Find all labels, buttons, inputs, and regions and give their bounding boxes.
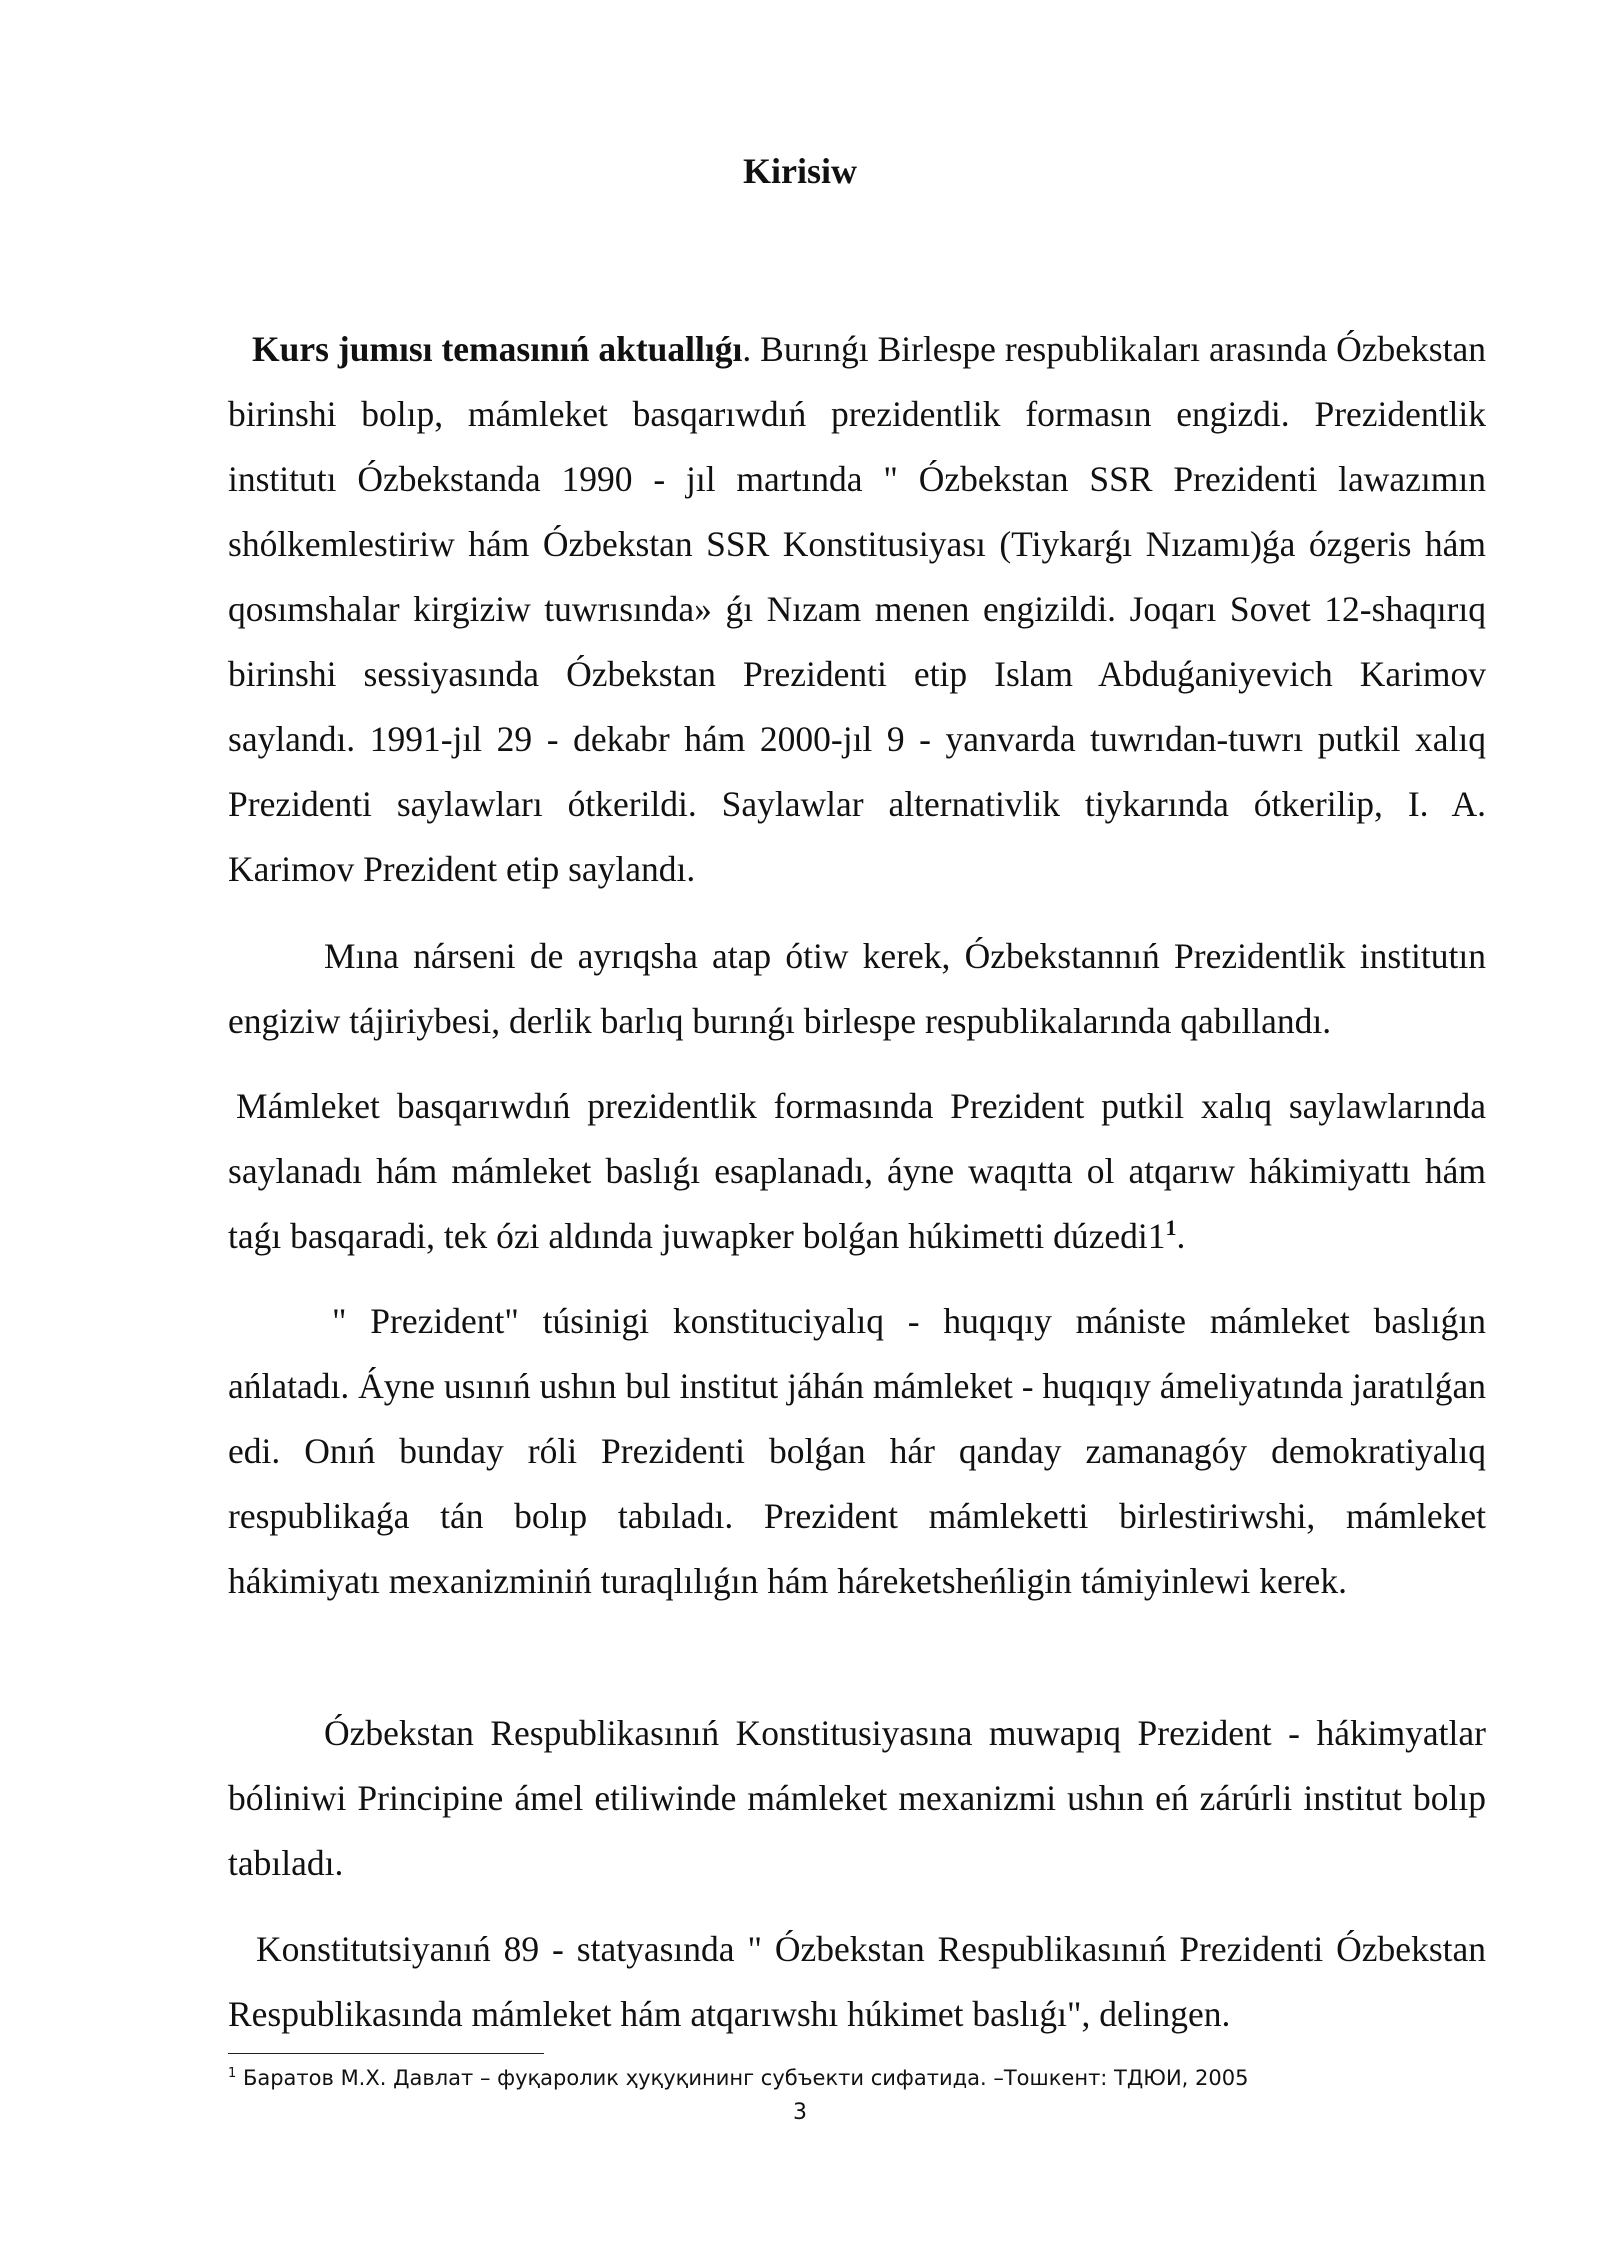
paragraph-5	[228, 1701, 1486, 1896]
paragraph-4	[228, 1289, 1486, 1614]
paragraph-text: Mına nárseni de ayrıqsha atap ótiw kerek, Ózbekstannıń Prezidentlik institutın engiziw tájiriybesi, derlik barlıq burınǵı birlespe respublikalarında qabıllandı.	[228, 936, 1486, 1041]
page-number: 3	[793, 2100, 807, 2125]
paragraph-text: " Prezident" túsinigi konstituciyalıq - huqıqıy mániste mámleket baslıǵın ańlatadı. Áyne usınıń ushın bul institut jáhán mámleket - huqıqıy ámeliyatında jaratılǵan edi. Onıń bunday róli Prezidenti bolǵan hár qanday zamanagóy demokratiyalıq respublikaǵa tán bolıp tabıladı. Prezident mámleketti birlestiriwshi, mámleket hákimiyatı mexanizminiń turaqlılıǵın hám háreketsheńligin támiyinlewi kerek.	[228, 1301, 1486, 1601]
footnote-reference[interactable]: 1	[1165, 1215, 1177, 1241]
footnote-text: Баратов М.Х. Давлат – фуқаролик ҳуқуқининг субъекти сифатида. –Тошкент: ТДЮИ, 2005	[236, 2066, 1249, 2090]
paragraph-6	[228, 1917, 1486, 2047]
paragraph-lead: Kurs jumısı temasınıń aktuallıǵı	[252, 329, 743, 369]
footnote-separator	[228, 2053, 544, 2054]
paragraph-text: Konstitutsiyanıń 89 - statyasında " Ózbekstan Respublikasınıń Prezidenti Ózbekstan Respublikasında mámleket hám atqarıwshı húkimet baslıǵı", delingen.	[228, 1929, 1486, 2034]
footnote	[228, 2063, 1248, 2093]
page-title: Kirisiw	[743, 151, 857, 191]
paragraph-tail: .	[1176, 1216, 1186, 1256]
paragraph-text: . Burınǵı Birlespe respublikaları arasında Ózbekstan birinshi bolıp, mámleket basqarıwdıń prezidentlik formasın engizdi. Prezidentlik institutı Ózbekstanda 1990 - jıl martında " Ózbekstan SSR Prezidenti lawazımın shólkemlestiriw hám Ózbekstan SSR Konstitusiyası (Tiykarǵı Nızamı)ǵa ózgeris hám qosımshalar kirgiziw tuwrısında» ǵı Nızam menen engizildi. Joqarı Sovet 12-shaqırıq birinshi sessiyasında Ózbekstan Prezidenti etip Islam Abduǵaniyevich Karimov saylandı. 1991-jıl 29 - dekabr hám 2000-jıl 9 - yanvarda tuwrıdan-tuwrı putkil xalıq Prezidenti saylawları ótkerildi. Saylawlar alternativlik tiykarında ótkerilip, I. A. Karimov Prezident etip saylandı.	[228, 329, 1486, 889]
paragraph-2	[228, 924, 1486, 1054]
paragraph-text: Mámleket basqarıwdıń prezidentlik formasında Prezident putkil xalıq saylawlarında saylanadı hám mámleket baslıǵı esaplanadı, áyne waqıtta ol atqarıw hákimiyattı hám taǵı basqaradi, tek ózi aldında juwapker bolǵan húkimetti dúzedi1	[228, 1086, 1486, 1256]
paragraph-1	[228, 317, 1486, 902]
footnote-marker: 1	[228, 2066, 237, 2081]
paragraph-text: Ózbekstan Respublikasınıń Konstitusiyasına muwapıq Prezident - hákimyatlar bóliniwi Principine ámel etiliwinde mámleket mexanizmi ushın eń zárúrli institut bolıp tabıladı.	[228, 1713, 1486, 1883]
paragraph-3	[228, 1074, 1486, 1269]
